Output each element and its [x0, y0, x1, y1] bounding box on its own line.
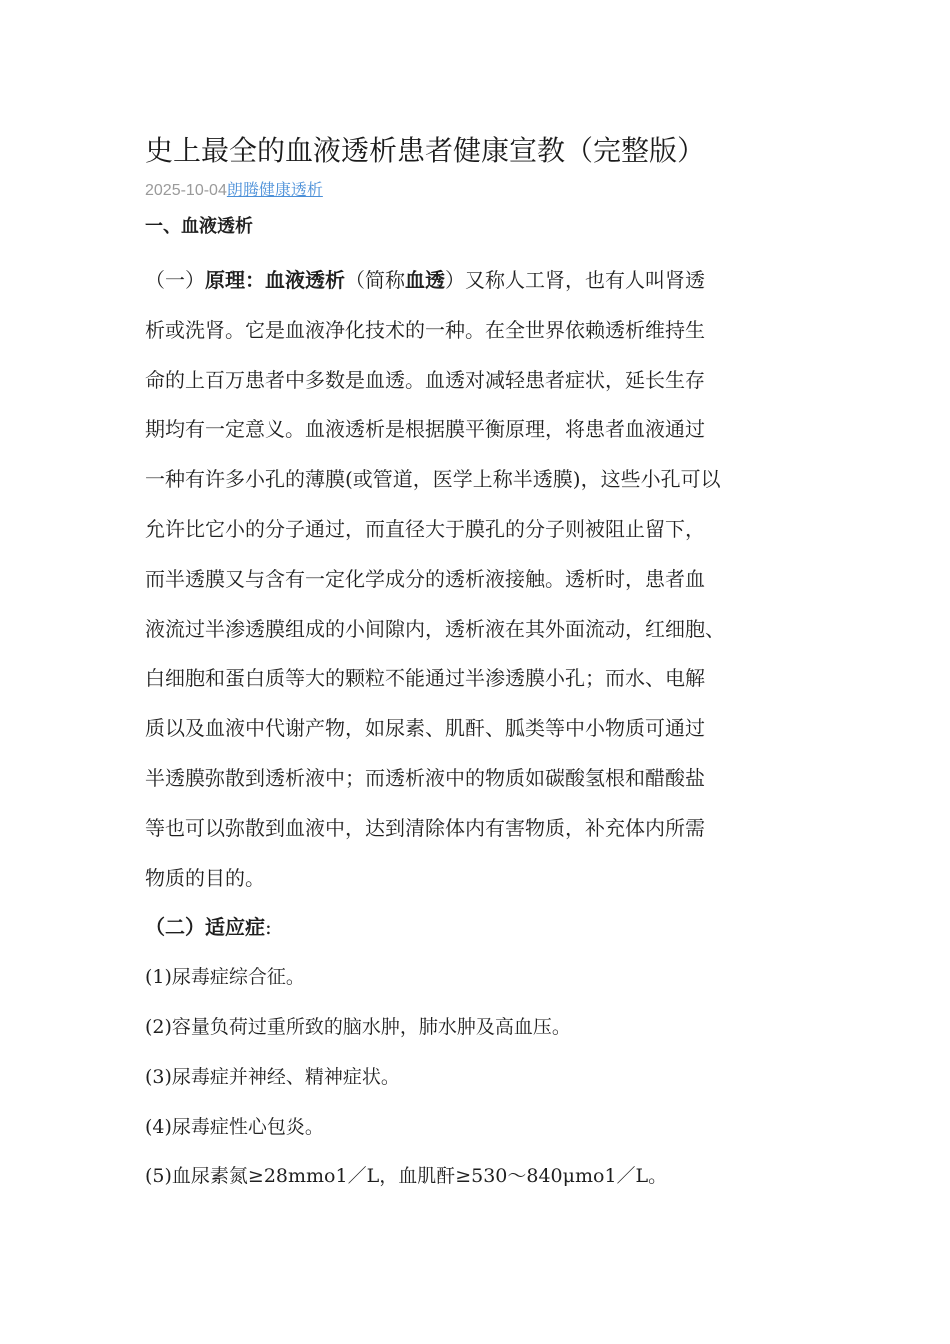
- article: [145, 128, 813, 1202]
- principle-line: 析或洗肾。它是血液净化技术的一种。在全世界依赖透析维持生: [145, 317, 705, 342]
- list-item: (4)尿毒症性心包炎。: [145, 1115, 324, 1138]
- principle-line: 一种有许多小孔的薄膜(或管道，医学上称半透膜)，这些小孔可以: [145, 467, 721, 492]
- principle-line: 液流过半渗透膜组成的小间隙内，透析液在其外面流动，红细胞、: [145, 616, 725, 641]
- principle-line: 半透膜弥散到透析液中；而透析液中的物质如碳酸氢根和醋酸盐: [145, 765, 705, 790]
- principle-line: 允许比它小的分子通过，而直径大于膜孔的分子则被阻止留下，: [145, 516, 705, 541]
- principle-line: 物质的目的。: [145, 865, 265, 890]
- principle-line: 期均有一定意义。血液透析是根据膜平衡原理，将患者血液通过: [145, 417, 705, 442]
- indications-heading: [145, 903, 813, 953]
- indications-label: （二）适应症: [145, 915, 265, 940]
- principle-line: 等也可以弥散到血液中，达到清除体内有害物质，补充体内所需: [145, 815, 705, 840]
- principle-paren: （简称: [345, 268, 405, 292]
- principle-prefix: （一）: [145, 268, 205, 292]
- author-link[interactable]: 朗腾健康透析: [226, 182, 323, 199]
- principle-line1-rest: ）又称人工肾，也有人叫肾透: [445, 268, 705, 292]
- indications-colon: :: [265, 915, 272, 940]
- principle-line: 命的上百万患者中多数是血透。血透对减轻患者症状，延长生存: [145, 367, 705, 392]
- principle-term: 血液透析: [265, 268, 345, 292]
- article-title: 史上最全的血液透析患者健康宣教（完整版）: [145, 134, 706, 167]
- list-item: (1)尿毒症综合征。: [145, 966, 305, 989]
- principle-line-first: [145, 256, 813, 306]
- principle-paragraph: [145, 256, 813, 903]
- publish-date: 2025-10-04: [145, 182, 227, 199]
- indications-list: [145, 953, 813, 1202]
- principle-line: 质以及血液中代谢产物，如尿素、肌酐、胍类等中小物质可通过: [145, 716, 705, 741]
- principle-line: 而半透膜又与含有一定化学成分的透析液接触。透析时，患者血: [145, 566, 705, 591]
- list-item: (5)血尿素氮≥28mmo1／L，血肌酐≥530～840μmo1／L。: [145, 1165, 668, 1188]
- principle-line: 白细胞和蛋白质等大的颗粒不能通过半渗透膜小孔；而水、电解: [145, 666, 705, 691]
- article-meta: [145, 180, 813, 202]
- list-item: (3)尿毒症并神经、精神症状。: [145, 1065, 400, 1088]
- list-item: (2)容量负荷过重所致的脑水肿，肺水肿及高血压。: [145, 1015, 571, 1038]
- principle-label: 原理：: [205, 268, 265, 292]
- section-heading: 一、血液透析: [145, 216, 253, 237]
- principle-short-term: 血透: [405, 268, 445, 292]
